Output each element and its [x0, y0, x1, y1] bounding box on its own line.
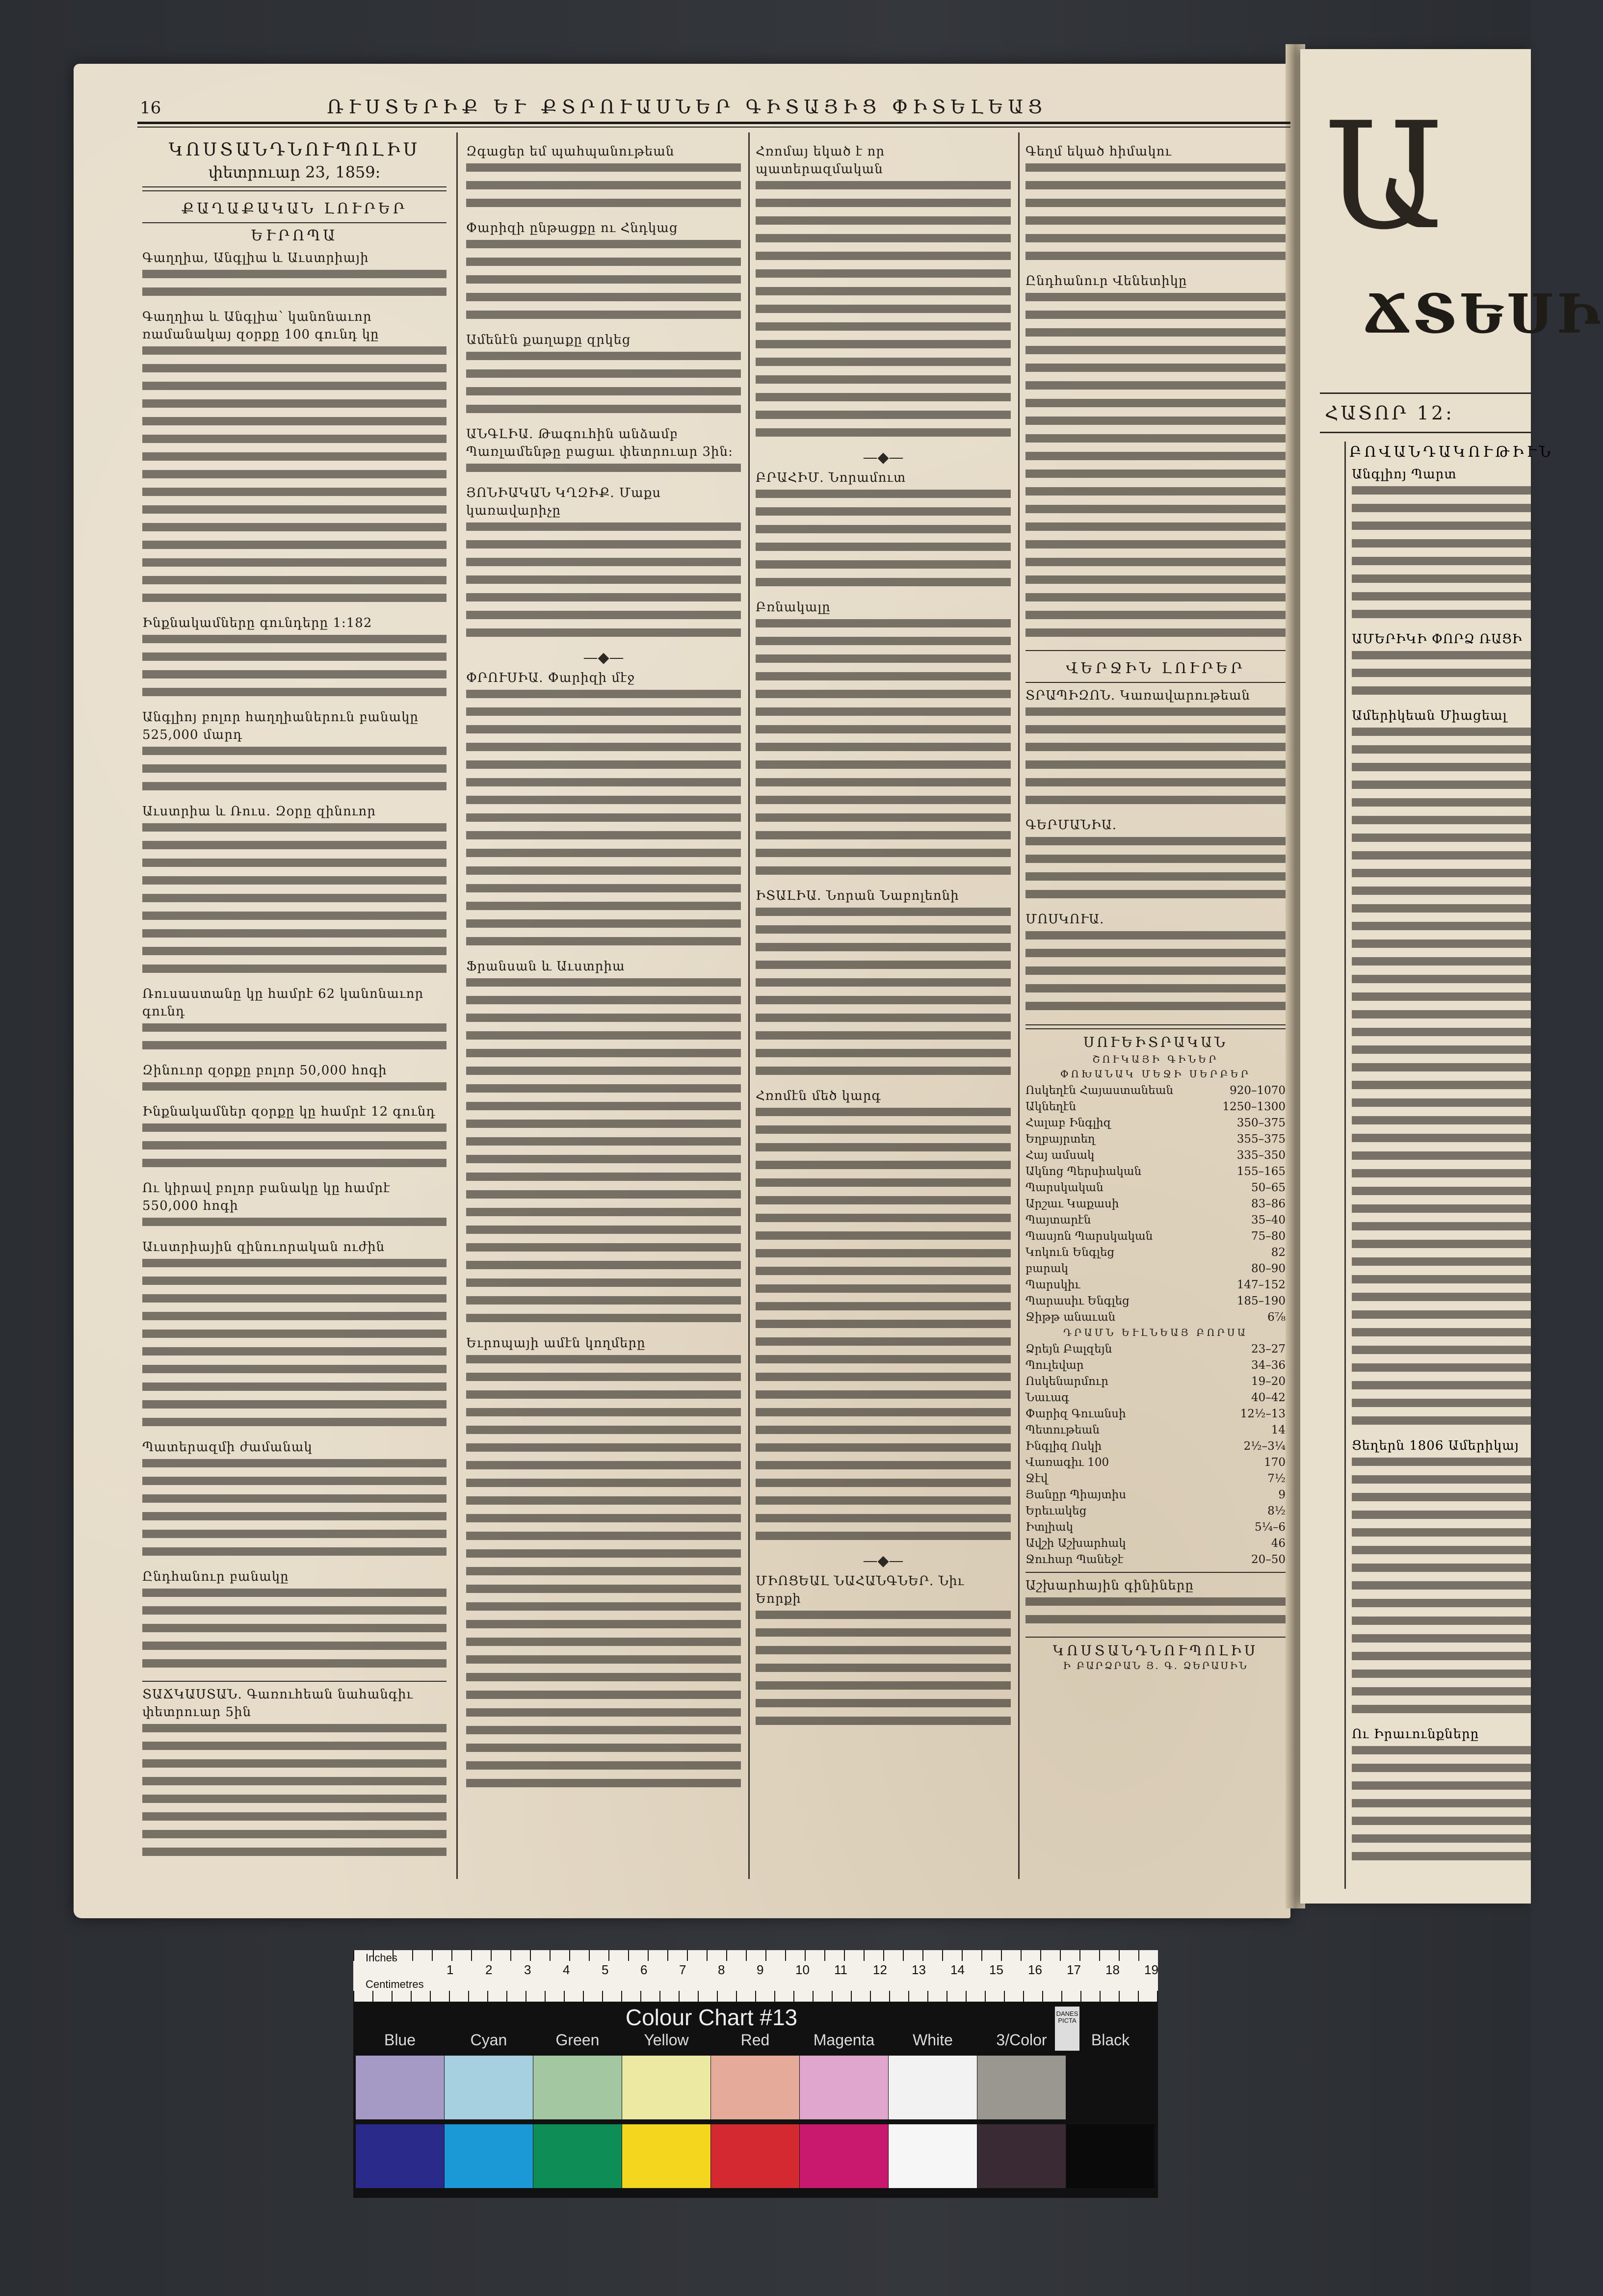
text-lines — [142, 635, 447, 705]
divider — [1025, 1572, 1286, 1573]
text-lines — [1025, 293, 1286, 646]
price-row — [1025, 1487, 1286, 1503]
divider — [1025, 650, 1286, 651]
paragraph-lead: Հռոմայ եկած է որ պատերազմական — [756, 144, 885, 177]
price-name: Հալաբ Ինգլիզ — [1025, 1117, 1111, 1129]
price-value: 83–86 — [1251, 1198, 1286, 1210]
ruler-number: 6 — [640, 1962, 648, 1977]
divider — [1025, 1024, 1286, 1029]
text-lines — [142, 1123, 447, 1176]
price-row — [1025, 1261, 1286, 1277]
price-name: Ձրեյն Բալզեյն — [1025, 1343, 1112, 1356]
issue-label: ՀԱՏՈՐ 12: — [1325, 402, 1454, 424]
ruler-number: 12 — [873, 1962, 887, 1977]
paragraph-lead: ԲՐԱՀԻՄ. Նորամուտ — [756, 470, 906, 485]
swatch-solid — [889, 2124, 977, 2188]
swatch-solid — [1066, 2124, 1155, 2188]
price-row — [1025, 1503, 1286, 1519]
text-lines — [756, 619, 1011, 884]
price-name: Ակնեղէն — [1025, 1100, 1077, 1113]
swatch-solid — [800, 2124, 888, 2188]
price-table — [1025, 1341, 1286, 1568]
ruler-number: 5 — [602, 1962, 609, 1977]
price-value: 355–375 — [1236, 1133, 1286, 1146]
text-lines — [1025, 1597, 1286, 1633]
closing-note: Աշխարհային գինիները — [1025, 1578, 1194, 1593]
text-lines — [1025, 931, 1286, 1019]
price-value: 12½–13 — [1240, 1408, 1286, 1420]
price-row — [1025, 1455, 1286, 1471]
price-name: Ակնոց Պերսիական — [1025, 1165, 1142, 1178]
divider — [142, 1681, 447, 1682]
price-row — [1025, 1131, 1286, 1148]
ornament-divider: —◆— — [863, 1552, 904, 1569]
dateline-date: փետրուար 23, 1859: — [208, 163, 381, 182]
price-name: բարակ — [1025, 1262, 1069, 1275]
swatch-label: Cyan — [470, 2031, 507, 2049]
text-lines — [756, 181, 1011, 446]
price-row — [1025, 1293, 1286, 1309]
paragraph-lead: Ու կիրավ բոլոր բանակը կը համրէ 550,000 հոգի — [142, 1181, 391, 1213]
price-row — [1025, 1406, 1286, 1422]
paragraph-lead: ԱՄԵՐԻԿԻ ՓՈՐՁ ՌԱՑԻ — [1352, 632, 1523, 647]
column-1 — [142, 140, 447, 1868]
paragraph-lead: ՄՈՍԿՈՒԱ. — [1025, 912, 1104, 927]
price-row — [1025, 1277, 1286, 1293]
header-rule — [137, 122, 1290, 124]
price-row — [1025, 1519, 1286, 1536]
ornament-divider: —◆— — [863, 449, 904, 466]
swatch-tint — [533, 2056, 622, 2119]
price-row — [1025, 1422, 1286, 1438]
ruler-number: 9 — [757, 1962, 764, 1977]
masthead-title: ՃՏԵՍԻ — [1364, 282, 1603, 345]
column-2 — [466, 140, 741, 1800]
price-value: 170 — [1264, 1456, 1286, 1469]
text-lines — [1352, 486, 1531, 627]
price-value: 82 — [1271, 1246, 1286, 1259]
price-table — [1025, 1083, 1286, 1326]
ruler-number: 8 — [718, 1962, 725, 1977]
text-lines — [466, 522, 741, 646]
price-name: Ջիթթ անաւան — [1025, 1311, 1116, 1324]
ruler-number: 19 — [1144, 1962, 1158, 1977]
price-name: Կոկուն Ենգլեց — [1025, 1246, 1115, 1259]
swatch-tint — [800, 2056, 888, 2119]
price-value: 19–20 — [1251, 1375, 1286, 1388]
ruler-number: 11 — [834, 1962, 847, 1977]
column-4 — [1025, 140, 1286, 1671]
swatch-solid — [445, 2124, 533, 2188]
text-lines — [756, 908, 1011, 1084]
divider — [142, 186, 447, 191]
swatch-tint — [711, 2056, 799, 2119]
right-page-body — [1325, 442, 1554, 1889]
paragraph-lead: Ամերիկեան Միացեալ — [1352, 708, 1507, 723]
swatch-tint — [1066, 2056, 1155, 2119]
text-lines — [466, 163, 741, 216]
paragraph-lead: Փարիզի ընթացքը ու Հնդկաց — [466, 221, 678, 235]
price-value: 9 — [1278, 1488, 1286, 1501]
price-name: Պարասիւ Ենգլեց — [1025, 1295, 1130, 1307]
price-value: 35–40 — [1251, 1214, 1286, 1226]
price-value: 5¼–6 — [1254, 1521, 1286, 1534]
price-value: 1250–1300 — [1222, 1100, 1286, 1113]
price-name: Նաւագ — [1025, 1391, 1070, 1404]
running-title: ՌՒՍՏԵՐԻՔ ԵՒ ՔՏՐՈՒԱՍՆԵՐ ԳԻՏԱՅԻՑ ՓԻՏԵԼԵԱՑ — [327, 96, 1047, 118]
swatch-tint — [356, 2056, 444, 2119]
paragraph-lead: Ու Իրաւունքները — [1352, 1727, 1479, 1742]
price-value: 147–152 — [1236, 1278, 1286, 1291]
price-value: 75–80 — [1251, 1230, 1286, 1243]
market-note: ՓՈԽԱՆԱԿ ՄԵՋԻ ՍԵՐԲԵՐ — [1060, 1068, 1251, 1080]
paragraph-lead: Ցեղերն 1806 Ամերիկայ — [1352, 1438, 1520, 1453]
text-lines — [1352, 1746, 1531, 1870]
ruler-number: 14 — [950, 1962, 965, 1977]
price-row — [1025, 1196, 1286, 1212]
text-lines — [142, 346, 447, 611]
ruler-number: 3 — [524, 1962, 531, 1977]
text-lines — [1025, 163, 1286, 269]
price-value: 185–190 — [1236, 1295, 1286, 1307]
ruler-number: 13 — [912, 1962, 926, 1977]
text-lines — [142, 270, 447, 305]
paragraph-lead: Պատերազմի ժամանակ — [142, 1440, 313, 1455]
price-row — [1025, 1390, 1286, 1406]
paragraph-lead: Ընդհանուր Վենետիկը — [1025, 274, 1187, 288]
price-name: Պարսկական — [1025, 1181, 1104, 1194]
price-name: Ոսկեղէն Հայաստանեան — [1025, 1084, 1174, 1097]
price-value: 46 — [1271, 1537, 1286, 1550]
header-rule — [1320, 392, 1531, 394]
price-row — [1025, 1536, 1286, 1552]
text-lines — [466, 1355, 741, 1797]
ruler-number: 2 — [485, 1962, 493, 1977]
swatch-label: Blue — [384, 2031, 416, 2049]
price-value: 920–1070 — [1230, 1084, 1286, 1097]
text-lines — [1025, 707, 1286, 813]
text-lines — [142, 1259, 447, 1435]
price-row — [1025, 1228, 1286, 1245]
price-value: 34–36 — [1251, 1359, 1286, 1372]
price-row — [1025, 1341, 1286, 1357]
imprint-press: Ի ԲԱՐՁՐԱՆ Յ. Գ. ՁԵՐԱՍԻՆ — [1063, 1660, 1248, 1671]
section-heading: ՔԱՂԱՔԱԿԱՆ ԼՈՒՐԵՐ — [181, 200, 408, 217]
paragraph-lead: Զգացեր եմ պահպանութեան — [466, 144, 675, 159]
price-value: 23–27 — [1251, 1343, 1286, 1356]
price-value: 14 — [1271, 1424, 1286, 1436]
paragraph-lead: Ֆրանսան և Աւստրիա — [466, 959, 625, 974]
ruler-number: 7 — [679, 1962, 686, 1977]
imprint-city: ԿՈՍՏԱՆԴՆՈՒՊՈԼԻՍ — [1052, 1643, 1259, 1659]
price-row — [1025, 1115, 1286, 1131]
paragraph-lead: ԱՆԳԼԻԱ. Թագուհին անձամբ Պառլամենթը բացաւ փետրուար 3ին: — [466, 427, 733, 459]
ruler-number: 10 — [795, 1962, 810, 1977]
text-lines — [466, 464, 741, 481]
price-row — [1025, 1552, 1286, 1568]
text-lines — [466, 978, 741, 1331]
dateline-city: ԿՈՍՏԱՆԴՆՈՒՊՈԼԻՍ — [168, 140, 420, 160]
ruler-number: 17 — [1067, 1962, 1081, 1977]
column-rule — [1344, 442, 1346, 1889]
text-lines — [142, 1218, 447, 1235]
paragraph-lead: ՏՐԱՊԻԶՈՆ. Կառավարութեան — [1025, 688, 1251, 703]
paragraph-lead: Ընդհանուր բանակը — [142, 1569, 289, 1584]
price-value: 50–65 — [1251, 1181, 1286, 1194]
text-lines — [142, 1589, 447, 1677]
text-lines — [142, 1459, 447, 1565]
swatch-label: Black — [1091, 2031, 1130, 2049]
price-row — [1025, 1374, 1286, 1390]
ruler-number: 15 — [989, 1962, 1003, 1977]
ruler-inches-label: Inches — [366, 1952, 397, 1964]
text-lines — [1352, 1458, 1531, 1722]
price-name: Պարսկիւ — [1025, 1278, 1080, 1291]
swatch-tint — [977, 2056, 1066, 2119]
price-name: Եղբայրտեղ — [1025, 1133, 1095, 1146]
price-name: Յանըր Պիայտիս — [1025, 1488, 1127, 1501]
section-heading: ԲՈՎԱՆԴԱԿՈՒԹԻՒՆ — [1349, 444, 1554, 461]
swatch-label: Red — [740, 2031, 770, 2049]
paragraph-lead: Գաղղիա և Անգլիա՝ կանոնաւոր ռամանակայ զօրքը 100 գունդ կը — [142, 310, 379, 342]
swatch-label: Green — [555, 2031, 600, 2049]
column-rule — [1018, 132, 1020, 1879]
swatch-label: Magenta — [813, 2031, 875, 2049]
late-news-heading: ՎԵՐՋԻՆ ԼՈՒՐԵՐ — [1066, 660, 1245, 677]
header-rule — [1320, 432, 1531, 433]
price-value: 350–375 — [1236, 1117, 1286, 1129]
paragraph-lead: Աւստրիա և Ռուս. Զօրը զինուոր — [142, 804, 376, 819]
text-lines — [466, 352, 741, 422]
price-name: Ջուհար Պանեջէ — [1025, 1553, 1124, 1566]
swatch-label: White — [913, 2031, 953, 2049]
price-value: 80–90 — [1251, 1262, 1286, 1275]
price-row — [1025, 1471, 1286, 1487]
price-value: 2½–3¼ — [1243, 1440, 1286, 1453]
price-value: 155–165 — [1236, 1165, 1286, 1178]
header-rule-thin — [137, 127, 1290, 128]
divider — [1025, 682, 1286, 683]
price-row — [1025, 1357, 1286, 1374]
paragraph-lead: Եւրոպայի ամէն կողմերը — [466, 1336, 646, 1351]
price-name: Իտլիակ — [1025, 1521, 1074, 1534]
ruler-ticks-cm — [353, 1991, 1158, 2002]
market-heading: ՍՈՒԵԻՏՐԱԿԱՆ — [1083, 1034, 1228, 1050]
ruler-number: 4 — [563, 1962, 570, 1977]
paragraph-lead: Գաղղիա, Անգլիա և Աւստրիայի — [142, 251, 369, 265]
paragraph-lead: Հռոմէն մեծ կարգ — [756, 1089, 881, 1103]
price-row — [1025, 1438, 1286, 1455]
column-3 — [756, 140, 1011, 1737]
price-value: 20–50 — [1251, 1553, 1286, 1566]
text-lines — [142, 823, 447, 982]
price-row — [1025, 1245, 1286, 1261]
colour-chart-title: Colour Chart #13 — [625, 2005, 798, 2030]
price-row — [1025, 1180, 1286, 1196]
swatch-solid — [711, 2124, 799, 2188]
price-row — [1025, 1164, 1286, 1180]
paragraph-lead: Աւստրիային զինուորական ուժին — [142, 1240, 385, 1254]
chart-logo: DANES PICTA — [1055, 2007, 1079, 2051]
text-lines — [142, 1023, 447, 1059]
swatch-tint — [622, 2056, 710, 2119]
paragraph-lead: ԳԵՐՄԱՆԻԱ. — [1025, 818, 1117, 833]
swatch-tint — [889, 2056, 977, 2119]
price-name: Ինգլիզ Ոսկի — [1025, 1440, 1102, 1453]
paragraph-lead: Ինքնակամները գունդերը 1:182 — [142, 616, 372, 630]
swatch-label: 3/Color — [996, 2031, 1047, 2049]
column-rule — [748, 132, 750, 1879]
price-row — [1025, 1309, 1286, 1326]
price-name: Պասյոն Պարսկական — [1025, 1230, 1153, 1243]
paragraph-lead: Զինուոր զօրքը բոլոր 50,000 հոգի — [142, 1063, 387, 1078]
paragraph-lead: ՓՐՈՒՍԻԱ. Փարիզի մէջ — [466, 671, 635, 685]
swatch-solid — [356, 2124, 444, 2188]
price-row — [1025, 1099, 1286, 1115]
price-value: 7½ — [1267, 1472, 1286, 1485]
price-value: 6⅞ — [1267, 1311, 1286, 1324]
paragraph-lead: ՏԱՃԿԱՍՏԱՆ. Գառուհեան նահանգիւ փետրուար 5ին — [142, 1687, 414, 1720]
text-lines — [1352, 651, 1531, 704]
text-lines — [466, 240, 741, 328]
price-row — [1025, 1083, 1286, 1099]
price-row — [1025, 1148, 1286, 1164]
paragraph-lead: Անգլիոյ բոլոր հաղղիաներուն բանակը 525,000 մարդ — [142, 710, 419, 742]
text-lines — [1025, 837, 1286, 908]
price-table-subheading: ԴՐԱՄՆ ԵՒԼՆԵԱՅ ԲՈՐՍԱ — [1063, 1327, 1248, 1338]
paragraph-lead: Գեղմ եկած հիմակու — [1025, 144, 1172, 159]
price-name: Արշաւ Կաքասի — [1025, 1198, 1119, 1210]
ruler-cm-label: Centimetres — [366, 1978, 424, 1990]
price-name: Փարիզ Գուանսի — [1025, 1408, 1126, 1420]
paragraph-lead: Բռնակալը — [756, 600, 831, 615]
region-heading: ԵՒՐՈՊԱ — [251, 227, 338, 244]
price-value: 335–350 — [1236, 1149, 1286, 1162]
price-value: 8½ — [1267, 1505, 1286, 1517]
swatch-solid — [977, 2124, 1066, 2188]
text-lines — [756, 1611, 1011, 1734]
ruler-number: 16 — [1028, 1962, 1042, 1977]
market-subheading: ՇՈՒԿԱՅԻ ԳԻՆԵՐ — [1092, 1053, 1219, 1065]
ruler-number: 1 — [447, 1962, 454, 1977]
paragraph-lead: Ինքնակամներ զօրքը կը համրէ 12 գունդ — [142, 1104, 436, 1119]
ruler-number: 18 — [1105, 1962, 1120, 1977]
page-number: 16 — [140, 98, 161, 118]
price-name: Երեւակեց — [1025, 1505, 1087, 1517]
swatch-solid — [533, 2124, 622, 2188]
ornament-divider: —◆— — [583, 649, 624, 666]
price-name: Պետութեան — [1025, 1424, 1100, 1436]
swatch-solid — [622, 2124, 710, 2188]
paragraph-lead: ՄԻՈՑԵԱԼ ՆԱՀԱՆԳՆԵՐ. Նիւ Եորքի — [756, 1574, 965, 1606]
text-lines — [142, 747, 447, 800]
price-name: Պուլեվար — [1025, 1359, 1084, 1372]
paragraph-lead: Անգլիոյ Պարտ — [1352, 467, 1457, 482]
divider — [142, 222, 447, 223]
text-lines — [142, 1082, 447, 1100]
price-name: Ոսկենարմուր — [1025, 1375, 1108, 1388]
paragraph-lead: Ռուսաստանը կը համրէ 62 կանոնաւոր գունդ — [142, 987, 424, 1019]
price-name: Վառագիւ 100 — [1025, 1456, 1109, 1469]
text-lines — [1352, 728, 1531, 1434]
price-name: Ջէվ — [1025, 1472, 1048, 1485]
swatch-tint — [445, 2056, 533, 2119]
swatch-label: Yellow — [644, 2031, 689, 2049]
paragraph-lead: ՅՈՆԻԱԿԱՆ ԿՂԶԻՔ. Մաքս կառավարիչը — [466, 486, 661, 518]
price-name: Ավշի Աշխարհակ — [1025, 1537, 1126, 1550]
text-lines — [142, 1724, 447, 1865]
price-value: 40–42 — [1251, 1391, 1286, 1404]
price-row — [1025, 1212, 1286, 1228]
masthead-letter: Ա — [1325, 91, 1445, 262]
column-rule — [456, 132, 458, 1879]
price-name: Պայտարէն — [1025, 1214, 1091, 1226]
text-lines — [756, 1108, 1011, 1549]
price-name: Հայ ամսակ — [1025, 1149, 1095, 1162]
paragraph-lead: Ամենէն քաղաքը զրկեց — [466, 333, 631, 347]
paragraph-lead: ԻՏԱԼԻԱ. Նորան Նաբոլեոնի — [756, 888, 959, 903]
divider — [1025, 1637, 1286, 1638]
text-lines — [756, 490, 1011, 596]
text-lines — [466, 690, 741, 955]
